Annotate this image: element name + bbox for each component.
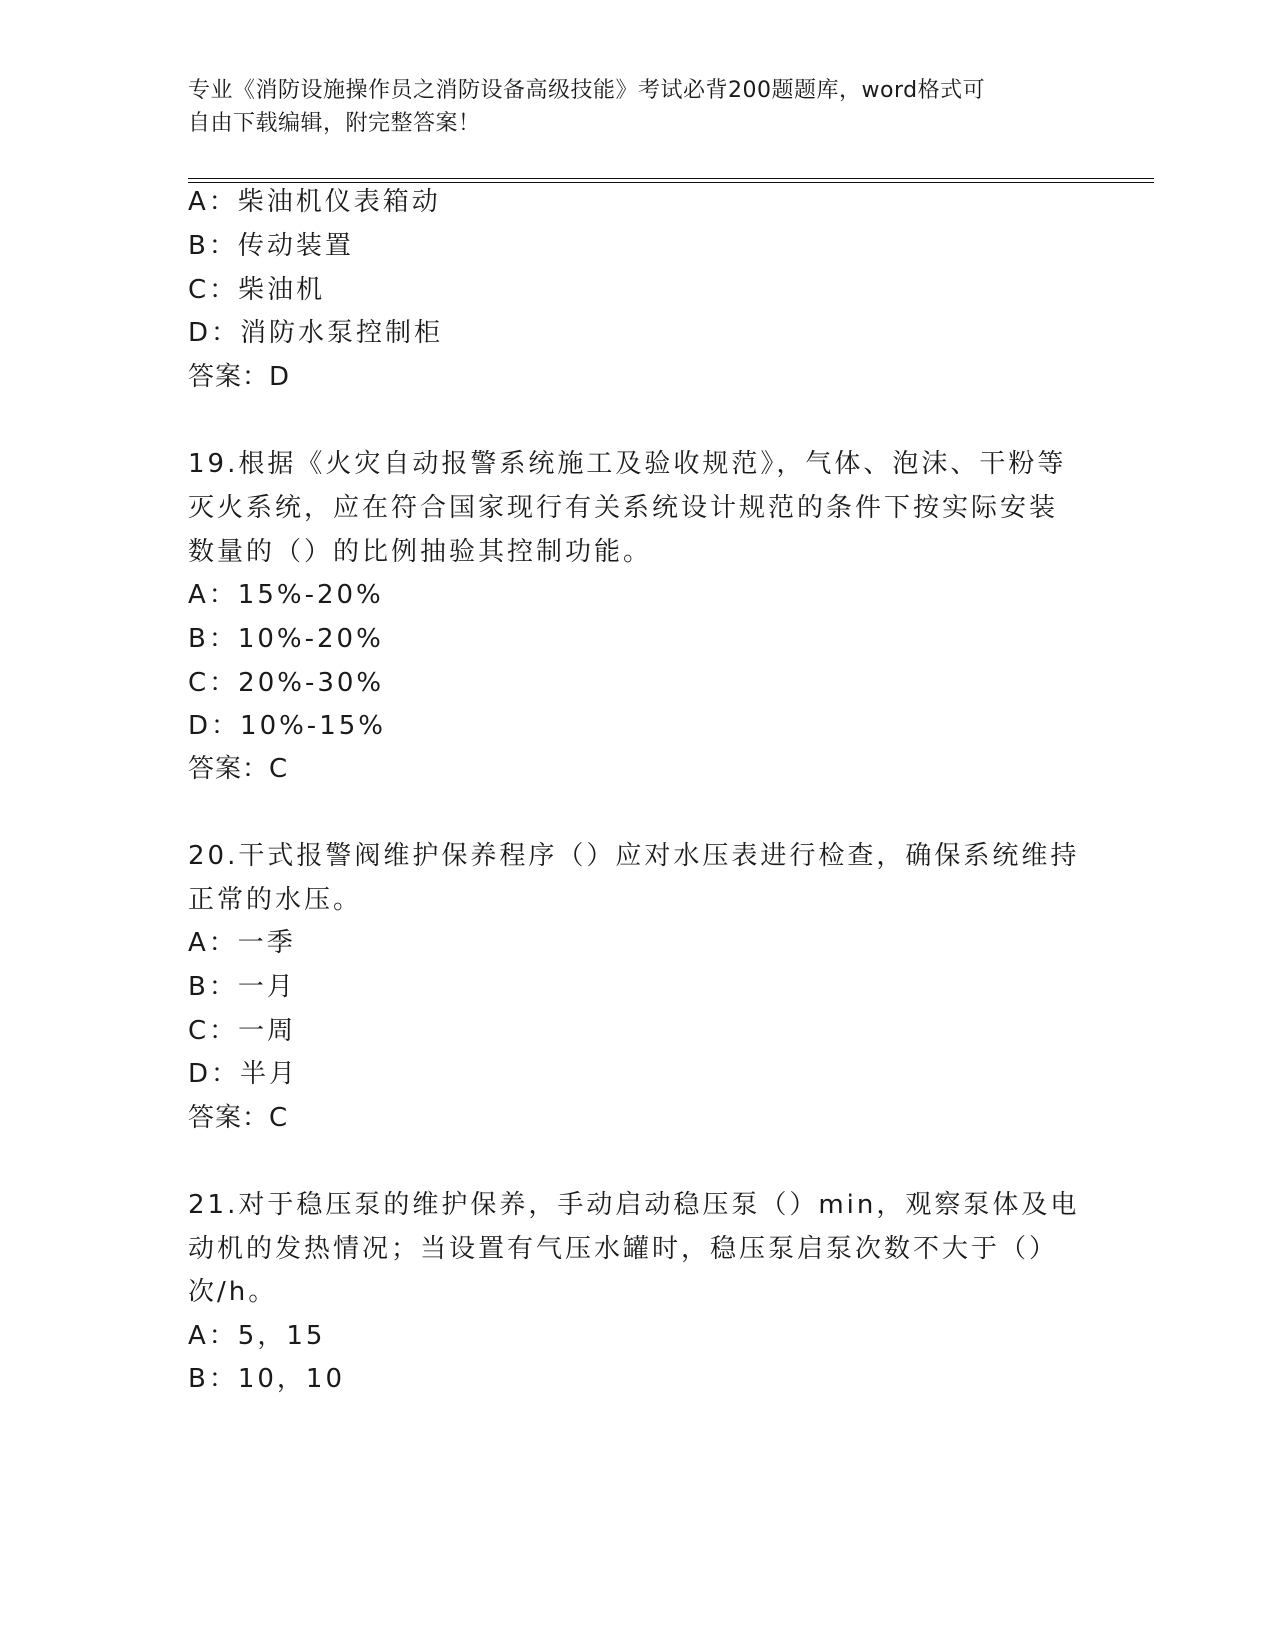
q19-option-a: A：15%-20% [188, 580, 384, 610]
q20-stem-line-2: 正常的水压。 [188, 885, 363, 915]
q18-answer: 答案：D [188, 362, 291, 392]
header-line-1: 专业《消防设施操作员之消防设备高级技能》考试必背200题题库，word格式可 [188, 78, 986, 103]
header-line-2: 自由下载编辑，附完整答案！ [188, 111, 481, 136]
q19-stem-line-1: 19.根据《火灾自动报警系统施工及验收规范》，气体、泡沫、干粉等 [188, 449, 1067, 479]
q19-option-d: D：10%-15% [188, 711, 386, 741]
q18-option-a: A：柴油机仪表箱动 [188, 187, 441, 217]
q19-stem-line-2: 灭火系统，应在符合国家现行有关系统设计规范的条件下按实际安装 [188, 493, 1059, 523]
q21-stem-line-3: 次/h。 [188, 1277, 278, 1307]
q20-option-b: B：一月 [188, 972, 296, 1002]
q20-option-a: A：一季 [188, 928, 296, 958]
q21-stem-line-1: 21.对于稳压泵的维护保养，手动启动稳压泵（）min，观察泵体及电 [188, 1190, 1080, 1220]
q19-stem-line-3: 数量的（）的比例抽验其控制功能。 [188, 537, 653, 567]
q20-option-d: D：半月 [188, 1059, 299, 1089]
q20-answer: 答案：C [188, 1103, 289, 1133]
q19-option-b: B：10%-20% [188, 624, 384, 654]
document-header [188, 74, 1068, 140]
q20-stem-line-1: 20.干式报警阀维护保养程序（）应对水压表进行检查，确保系统维持 [188, 841, 1080, 871]
q18-option-b: B：传动装置 [188, 231, 354, 261]
q21-stem-line-2: 动机的发热情况；当设置有气压水罐时，稳压泵启泵次数不大于（） [188, 1234, 1059, 1264]
q19-answer: 答案：C [188, 754, 289, 784]
q21-option-b: B：10，10 [188, 1364, 346, 1394]
q21-option-a: A：5，15 [188, 1321, 326, 1351]
q18-option-c: C：柴油机 [188, 275, 326, 305]
q18-option-d: D：消防水泵控制柜 [188, 318, 444, 348]
q20-option-c: C：一周 [188, 1016, 297, 1046]
q19-option-c: C：20%-30% [188, 668, 385, 698]
